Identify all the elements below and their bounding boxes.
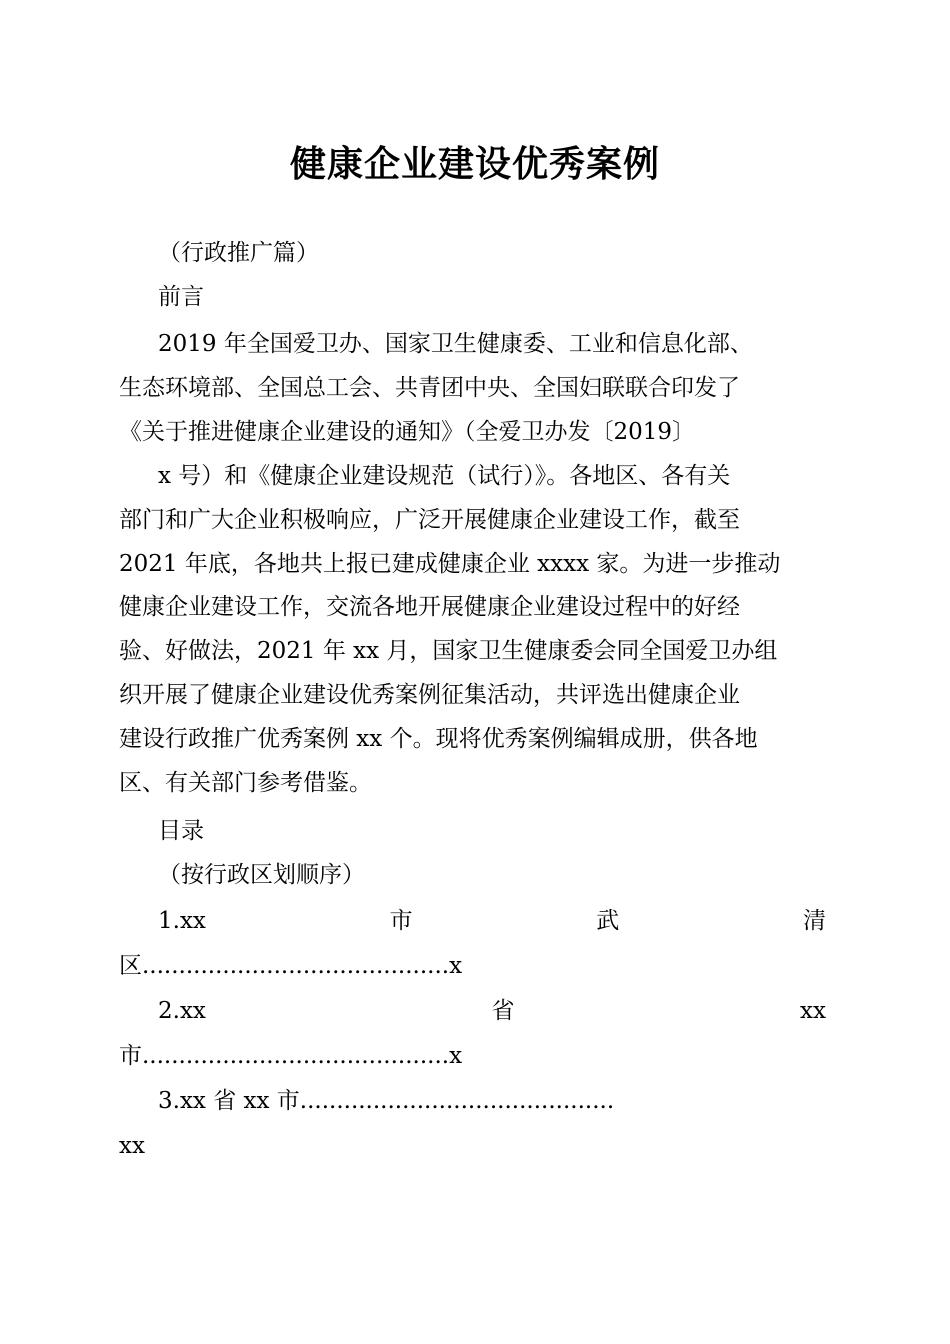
- toc-entry-part: 2.xx: [158, 998, 206, 1024]
- toc-entry-part: 市: [389, 908, 413, 934]
- paragraph-line: 建设行政推广优秀案例 xx 个。现将优秀案例编辑成册，供各地: [119, 726, 758, 753]
- toc-note: （按行政区划顺序）: [158, 862, 365, 888]
- paragraph-line: 2021 年底，各地共上报已建成健康企业 xxxx 家。为进一步推动: [119, 550, 781, 577]
- preface-heading: 前言: [158, 284, 204, 310]
- toc-entry-part: 省: [491, 998, 515, 1024]
- toc-entry-2-continuation: 市..........................................x: [119, 1043, 463, 1069]
- toc-entry-part: 清: [803, 908, 826, 934]
- paragraph-line: 验、好做法，2021 年 xx 月，国家卫生健康委会同全国爱卫办组: [119, 638, 778, 665]
- toc-entry-part: xx: [800, 998, 826, 1024]
- paragraph-line: 部门和广大企业积极响应，广泛开展健康企业建设工作，截至: [119, 506, 740, 533]
- paragraph-line: x 号）和《健康企业建设规范（试行）》。各地区、各有关: [158, 462, 731, 489]
- toc-entry-part: 1.xx: [158, 908, 206, 934]
- paragraph-line: 2019 年全国爱卫办、国家卫生健康委、工业和信息化部、: [158, 331, 753, 357]
- document-subtitle: （行政推广篇）: [158, 240, 319, 266]
- paragraph-line: 区、有关部门参考借鉴。: [119, 770, 372, 797]
- paragraph-line: 织开展了健康企业建设优秀案例征集活动，共评选出健康企业: [119, 682, 740, 709]
- paragraph-line: 健康企业建设工作，交流各地开展健康企业建设过程中的好经: [119, 594, 740, 621]
- paragraph-line: 生态环境部、全国总工会、共青团中央、全国妇联联合印发了: [119, 374, 740, 401]
- toc-entry-3-continuation: xx: [119, 1133, 145, 1159]
- toc-entry-3: 3.xx 省 xx 市...........................................: [158, 1088, 615, 1114]
- toc-entry-part: 武: [596, 908, 620, 934]
- toc-heading: 目录: [158, 818, 204, 844]
- toc-entry-1: [158, 905, 826, 937]
- preface-paragraph: [119, 323, 831, 806]
- paragraph-line: 《关于推进健康企业建设的通知》（全爱卫办发〔2019〕: [119, 418, 696, 445]
- document-title: 健康企业建设优秀案例: [289, 144, 660, 185]
- toc-entry-2: [158, 995, 826, 1027]
- toc-entry-1-continuation: 区..........................................x: [119, 953, 463, 979]
